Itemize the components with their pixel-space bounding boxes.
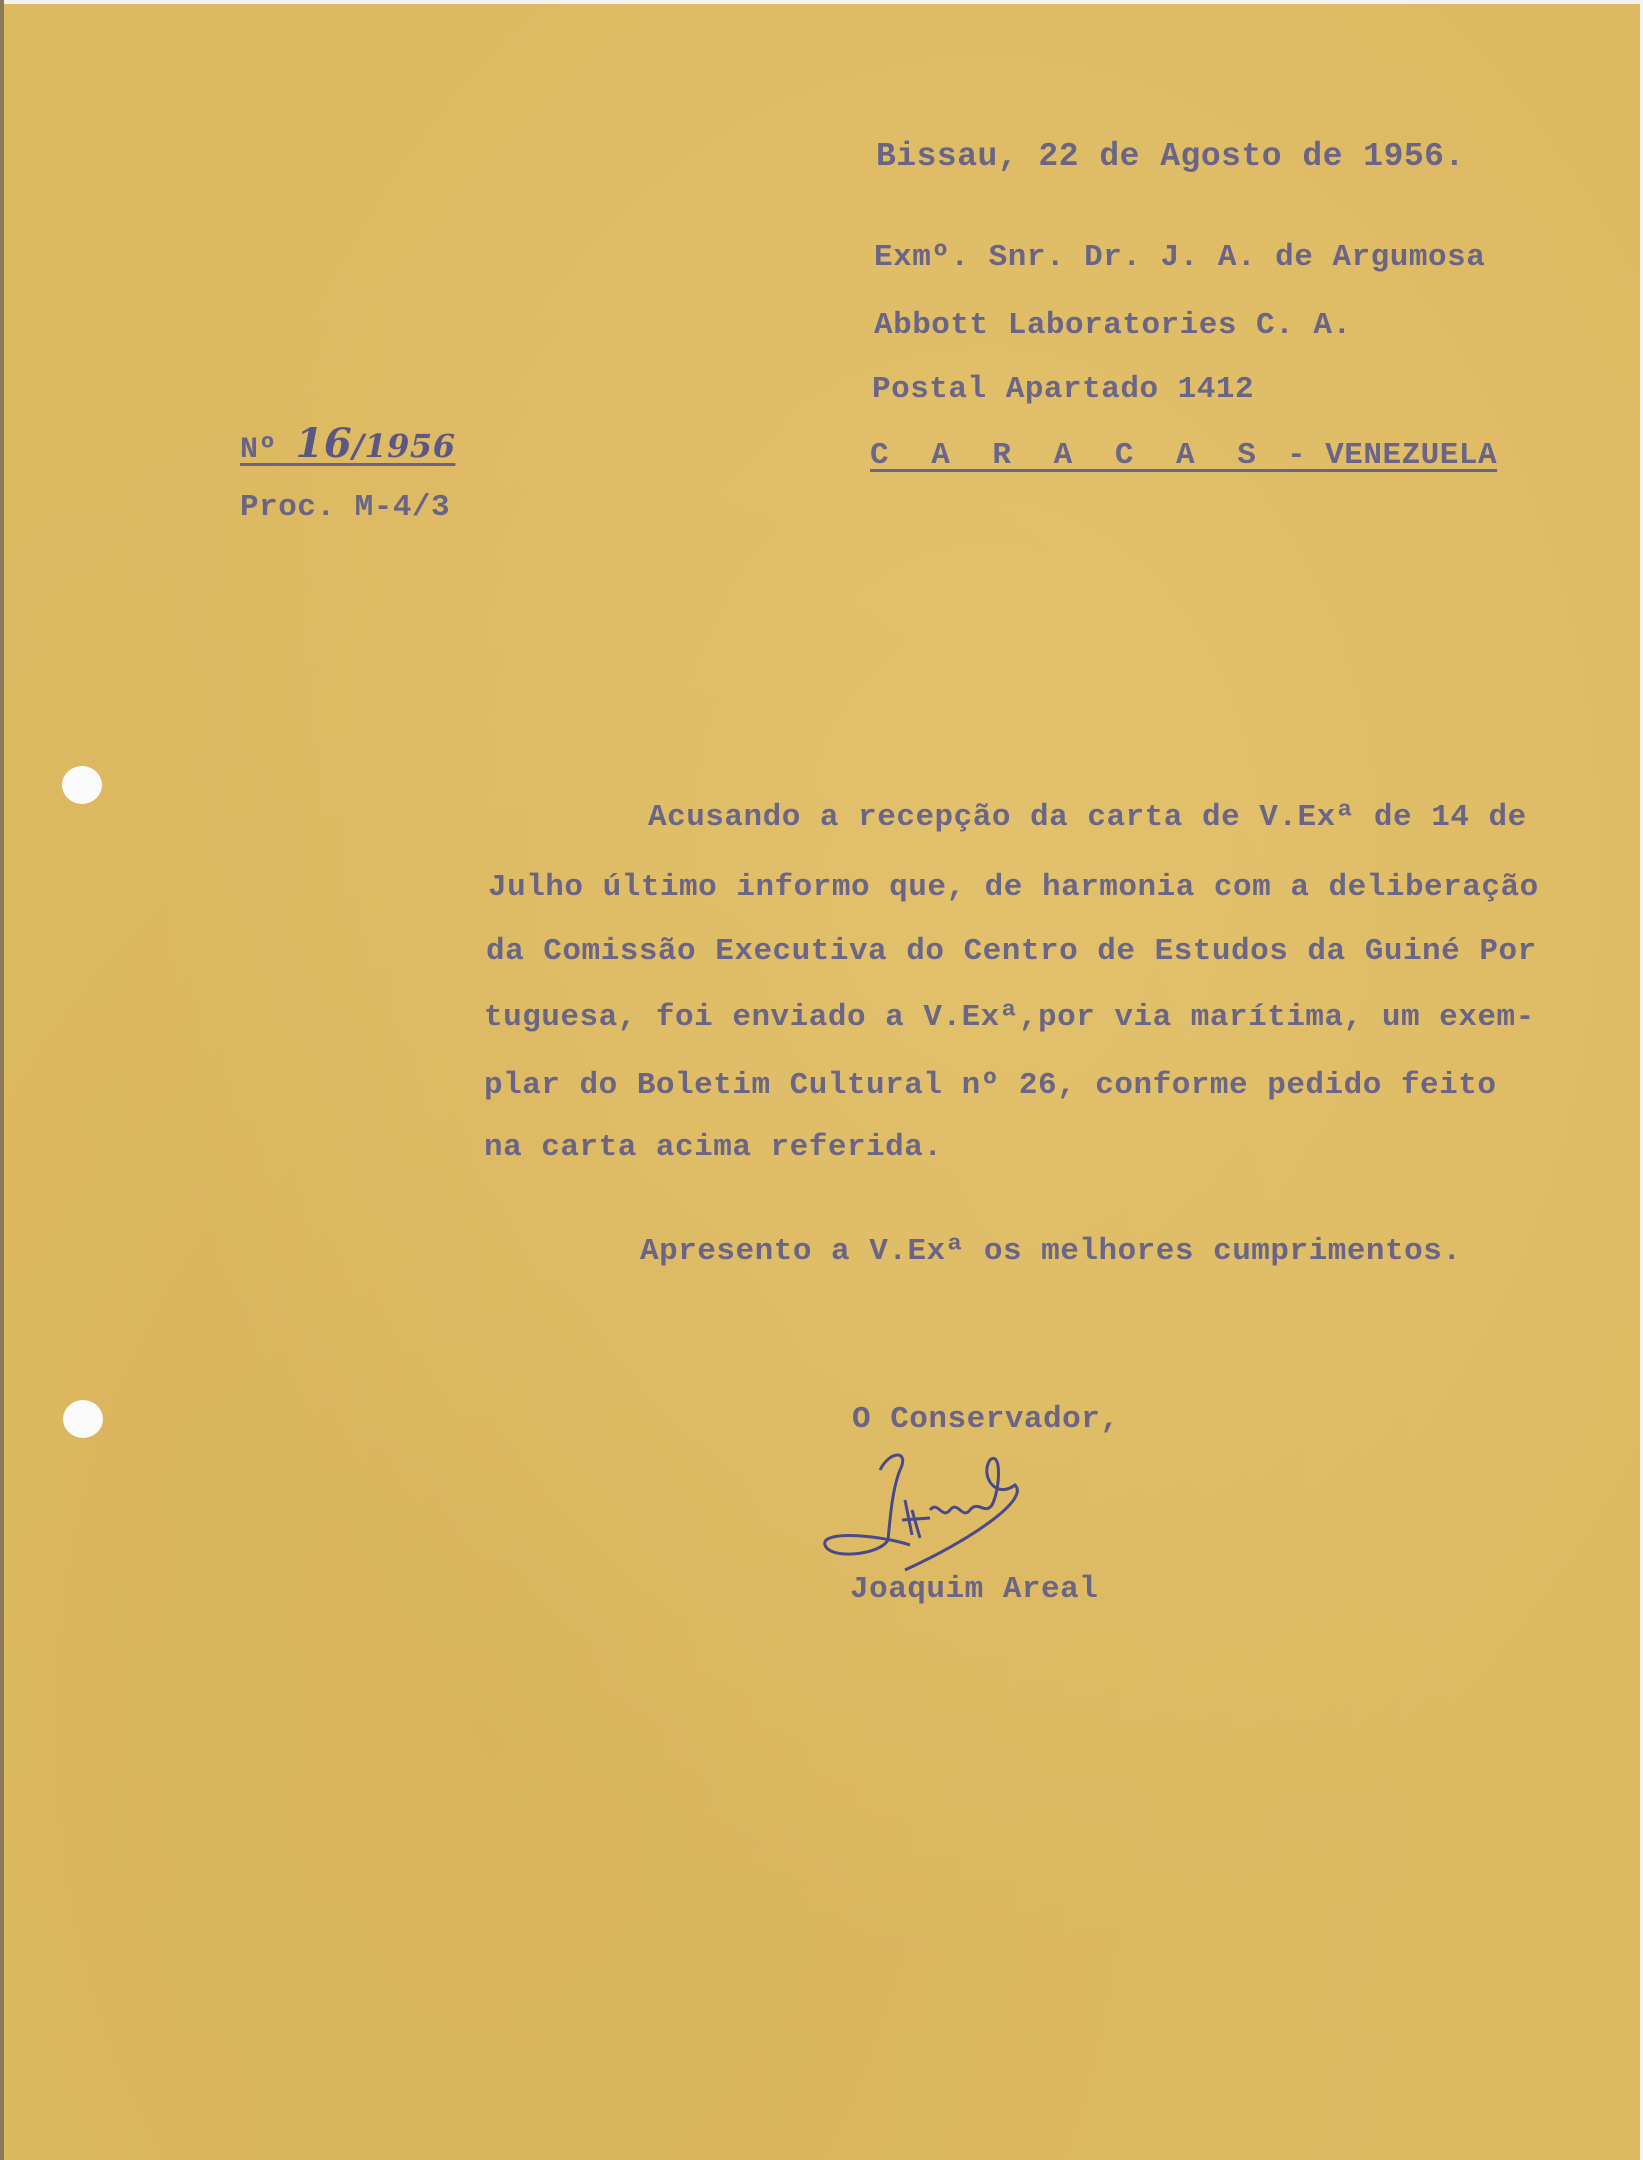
recipient-line-2: Abbott Laboratories C. A. [874, 308, 1352, 343]
signatory-name: Joaquim Areal [850, 1572, 1099, 1607]
handwritten-signature-icon [820, 1440, 1120, 1580]
recipient-city-line [870, 438, 1497, 473]
reference-number [240, 420, 455, 467]
signatory-title: O Conservador, [852, 1402, 1120, 1437]
body-line-5: plar do Boletim Cultural nº 26, conforme pedido feito [484, 1068, 1497, 1103]
reference-handwritten-number: 16 [295, 420, 353, 467]
recipient-line-3: Postal Apartado 1412 [872, 372, 1255, 407]
punch-hole-bottom [63, 1400, 103, 1438]
recipient-country: VENEZUELA [1325, 438, 1498, 473]
recipient-line-1: Exmº. Snr. Dr. J. A. de Argumosa [874, 240, 1486, 275]
date-line: Bissau, 22 de Agosto de 1956. [876, 138, 1465, 175]
process-reference: Proc. M-4/3 [240, 490, 451, 525]
body-line-1: Acusando a recepção da carta de V.Exª de 14 de [648, 800, 1527, 835]
reference-prefix: Nº [240, 433, 278, 467]
closing-line: Apresento a V.Exª os melhores cumprimentos. [640, 1234, 1462, 1269]
body-line-3: da Comissão Executiva do Centro de Estudos da Guiné Por [486, 934, 1537, 969]
recipient-city: C A R A C A S [870, 438, 1268, 473]
body-line-6: na carta acima referida. [484, 1130, 943, 1165]
recipient-separator: - [1267, 438, 1326, 473]
scan-edge-left [0, 0, 4, 2160]
body-line-4: tuguesa, foi enviado a V.Exª,por via marítima, um exem- [484, 1000, 1535, 1035]
reference-year: /1956 [352, 427, 456, 465]
body-line-2: Julho último informo que, de harmonia com a deliberação [488, 870, 1539, 905]
scan-edge-top [0, 0, 1643, 4]
punch-hole-top [62, 766, 102, 804]
